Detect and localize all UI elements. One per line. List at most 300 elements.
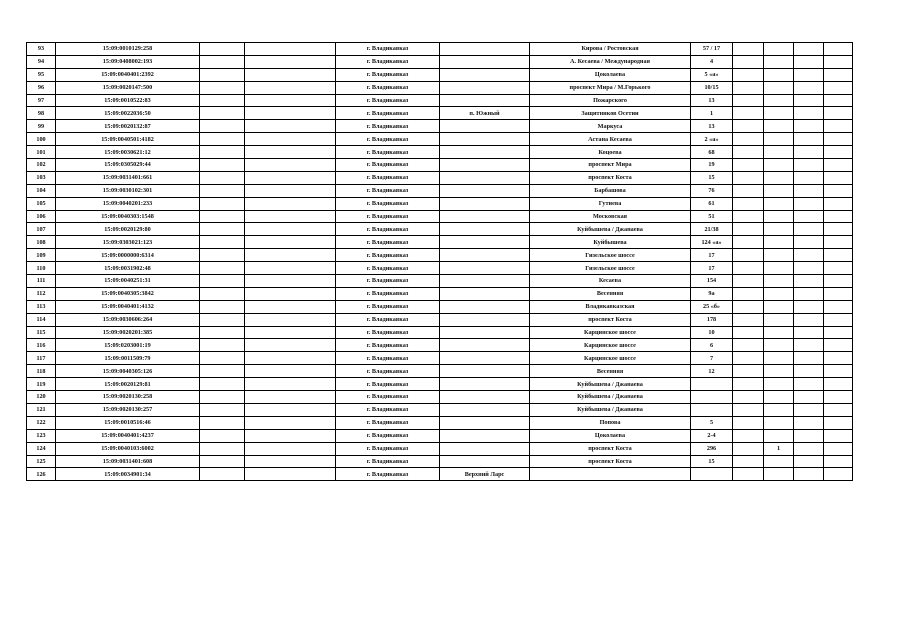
empty-cell (200, 133, 245, 146)
city-cell: г. Владикавказ (336, 120, 440, 133)
empty-cell (794, 171, 824, 184)
empty-cell (733, 339, 764, 352)
cadastral-number-cell: 15:09:0040103:6002 (56, 442, 200, 455)
settlement-cell (440, 326, 530, 339)
extra-cell (764, 287, 794, 300)
table-row (27, 275, 853, 288)
row-number-cell: 122 (27, 416, 56, 429)
extra-cell (764, 81, 794, 94)
empty-cell (245, 184, 336, 197)
city-cell: г. Владикавказ (336, 94, 440, 107)
empty-cell (733, 55, 764, 68)
city-cell: г. Владикавказ (336, 339, 440, 352)
empty-cell (733, 146, 764, 159)
row-number-cell: 100 (27, 133, 56, 146)
empty-cell (200, 107, 245, 120)
settlement-cell (440, 249, 530, 262)
cadastral-number-cell: 15:09:0020130:258 (56, 391, 200, 404)
empty-cell (245, 133, 336, 146)
street-cell: Гутиева (530, 197, 691, 210)
house-number-cell: 51 (691, 210, 733, 223)
table-row (27, 81, 853, 94)
house-number-cell: 15 (691, 171, 733, 184)
cadastral-number-cell: 15:09:0020130:257 (56, 403, 200, 416)
cadastral-number-cell: 15:09:0040251:31 (56, 275, 200, 288)
cadastral-number-cell: 15:09:0031902:48 (56, 262, 200, 275)
extra-cell (764, 352, 794, 365)
city-cell: г. Владикавказ (336, 223, 440, 236)
empty-cell (794, 197, 824, 210)
cadastral-number-cell: 15:09:0031401:661 (56, 171, 200, 184)
cadastral-number-cell: 15:09:0020132:87 (56, 120, 200, 133)
extra-cell (764, 275, 794, 288)
street-cell: Весенняя (530, 365, 691, 378)
settlement-cell (440, 391, 530, 404)
empty-cell (245, 94, 336, 107)
empty-cell (824, 236, 853, 249)
empty-cell (200, 429, 245, 442)
street-cell: Куйбышева / Джанаева (530, 391, 691, 404)
house-number-cell: 17 (691, 249, 733, 262)
empty-cell (794, 326, 824, 339)
row-number-cell: 102 (27, 159, 56, 172)
row-number-cell: 115 (27, 326, 56, 339)
cadastral-number-cell: 15:09:0040401:2392 (56, 68, 200, 81)
street-cell: Куйбышева (530, 236, 691, 249)
cadastral-number-cell: 15:09:0408002:193 (56, 55, 200, 68)
empty-cell (824, 287, 853, 300)
city-cell: г. Владикавказ (336, 146, 440, 159)
house-number-cell: 76 (691, 184, 733, 197)
empty-cell (733, 236, 764, 249)
table-row (27, 120, 853, 133)
settlement-cell (440, 171, 530, 184)
street-cell: Гизельское шоссе (530, 249, 691, 262)
extra-cell (764, 468, 794, 481)
extra-cell (764, 416, 794, 429)
cadastral-number-cell: 15:09:0040401:4132 (56, 300, 200, 313)
street-cell: Владикавказская (530, 300, 691, 313)
settlement-cell (440, 236, 530, 249)
table-row (27, 43, 853, 56)
empty-cell (245, 313, 336, 326)
empty-cell (200, 184, 245, 197)
street-cell: Куйбышева / Джанаева (530, 223, 691, 236)
empty-cell (824, 300, 853, 313)
house-number-cell: 178 (691, 313, 733, 326)
street-cell: Пожарского (530, 94, 691, 107)
row-number-cell: 96 (27, 81, 56, 94)
house-number-cell: 296 (691, 442, 733, 455)
empty-cell (245, 378, 336, 391)
extra-cell (764, 210, 794, 223)
house-number-cell (691, 378, 733, 391)
city-cell: г. Владикавказ (336, 133, 440, 146)
empty-cell (200, 81, 245, 94)
row-number-cell: 119 (27, 378, 56, 391)
row-number-cell: 104 (27, 184, 56, 197)
row-number-cell: 124 (27, 442, 56, 455)
empty-cell (824, 210, 853, 223)
empty-cell (794, 416, 824, 429)
empty-cell (200, 43, 245, 56)
empty-cell (733, 210, 764, 223)
house-number-cell: 21/38 (691, 223, 733, 236)
row-number-cell: 113 (27, 300, 56, 313)
empty-cell (824, 391, 853, 404)
extra-cell (764, 171, 794, 184)
settlement-cell (440, 197, 530, 210)
table-row (27, 184, 853, 197)
empty-cell (824, 197, 853, 210)
empty-cell (733, 223, 764, 236)
empty-cell (245, 416, 336, 429)
extra-cell (764, 365, 794, 378)
street-cell: Карцинское шоссе (530, 339, 691, 352)
table-row (27, 300, 853, 313)
house-number-cell: 5 «а» (691, 68, 733, 81)
empty-cell (245, 159, 336, 172)
house-number-cell: 9а (691, 287, 733, 300)
house-number-cell: 10 (691, 326, 733, 339)
registry-table (26, 42, 853, 481)
settlement-cell (440, 55, 530, 68)
table-row (27, 429, 853, 442)
extra-cell (764, 120, 794, 133)
extra-cell (764, 223, 794, 236)
empty-cell (733, 249, 764, 262)
house-number-cell: 13 (691, 120, 733, 133)
cadastral-number-cell: 15:09:0000000:6314 (56, 249, 200, 262)
empty-cell (200, 455, 245, 468)
empty-cell (794, 133, 824, 146)
empty-cell (733, 403, 764, 416)
extra-cell (764, 313, 794, 326)
empty-cell (824, 275, 853, 288)
street-cell: Кесаева (530, 275, 691, 288)
empty-cell (824, 339, 853, 352)
empty-cell (200, 236, 245, 249)
settlement-cell (440, 403, 530, 416)
empty-cell (824, 313, 853, 326)
table-row (27, 236, 853, 249)
empty-cell (200, 416, 245, 429)
empty-cell (794, 365, 824, 378)
extra-cell (764, 300, 794, 313)
settlement-cell (440, 146, 530, 159)
settlement-cell (440, 339, 530, 352)
cadastral-number-cell: 15:09:0020147:500 (56, 81, 200, 94)
empty-cell (824, 184, 853, 197)
table-row (27, 133, 853, 146)
street-cell: Кирова / Ростовская (530, 43, 691, 56)
table-row (27, 262, 853, 275)
empty-cell (200, 159, 245, 172)
empty-cell (794, 455, 824, 468)
settlement-cell: п. Южный (440, 107, 530, 120)
empty-cell (245, 391, 336, 404)
empty-cell (245, 442, 336, 455)
table-row (27, 107, 853, 120)
empty-cell (733, 455, 764, 468)
city-cell: г. Владикавказ (336, 236, 440, 249)
empty-cell (794, 210, 824, 223)
empty-cell (794, 313, 824, 326)
cadastral-number-cell: 15:09:0030621:12 (56, 146, 200, 159)
empty-cell (824, 146, 853, 159)
row-number-cell: 116 (27, 339, 56, 352)
table-row (27, 55, 853, 68)
empty-cell (733, 442, 764, 455)
table-row (27, 146, 853, 159)
city-cell: г. Владикавказ (336, 68, 440, 81)
table-row (27, 339, 853, 352)
table-row (27, 159, 853, 172)
street-cell: Маркуса (530, 120, 691, 133)
settlement-cell (440, 223, 530, 236)
empty-cell (794, 184, 824, 197)
extra-cell (764, 197, 794, 210)
cadastral-number-cell: 15:09:0020129:81 (56, 378, 200, 391)
empty-cell (794, 468, 824, 481)
settlement-cell (440, 287, 530, 300)
empty-cell (245, 223, 336, 236)
empty-cell (733, 171, 764, 184)
house-number-cell: 12 (691, 365, 733, 378)
cadastral-number-cell: 15:09:0011509:79 (56, 352, 200, 365)
house-number-cell: 10/15 (691, 81, 733, 94)
settlement-cell (440, 352, 530, 365)
empty-cell (245, 43, 336, 56)
cadastral-number-cell: 15:09:0020129:80 (56, 223, 200, 236)
empty-cell (794, 287, 824, 300)
settlement-cell (440, 210, 530, 223)
street-cell: А. Кесаева / Международная (530, 55, 691, 68)
row-number-cell: 106 (27, 210, 56, 223)
row-number-cell: 117 (27, 352, 56, 365)
street-cell: Весенняя (530, 287, 691, 300)
empty-cell (245, 249, 336, 262)
table-body (27, 43, 853, 481)
cadastral-number-cell: 15:09:0030606:264 (56, 313, 200, 326)
empty-cell (733, 365, 764, 378)
street-cell: Цоколаева (530, 68, 691, 81)
empty-cell (824, 120, 853, 133)
empty-cell (794, 107, 824, 120)
empty-cell (733, 326, 764, 339)
empty-cell (733, 81, 764, 94)
empty-cell (245, 365, 336, 378)
city-cell: г. Владикавказ (336, 352, 440, 365)
row-number-cell: 121 (27, 403, 56, 416)
empty-cell (733, 313, 764, 326)
empty-cell (200, 249, 245, 262)
empty-cell (200, 403, 245, 416)
settlement-cell (440, 429, 530, 442)
cadastral-number-cell: 15:09:0040303:1548 (56, 210, 200, 223)
empty-cell (824, 68, 853, 81)
street-cell: проспект Мира (530, 159, 691, 172)
extra-cell (764, 68, 794, 81)
table-row (27, 391, 853, 404)
house-number-cell: 5 (691, 416, 733, 429)
empty-cell (733, 391, 764, 404)
settlement-cell (440, 120, 530, 133)
city-cell: г. Владикавказ (336, 55, 440, 68)
empty-cell (245, 120, 336, 133)
extra-cell (764, 107, 794, 120)
city-cell: г. Владикавказ (336, 287, 440, 300)
empty-cell (245, 171, 336, 184)
empty-cell (794, 223, 824, 236)
empty-cell (824, 55, 853, 68)
street-cell: Барбашова (530, 184, 691, 197)
street-cell: Защитников Осетии (530, 107, 691, 120)
empty-cell (733, 68, 764, 81)
settlement-cell (440, 94, 530, 107)
empty-cell (824, 468, 853, 481)
settlement-cell (440, 442, 530, 455)
street-cell: Карцинское шоссе (530, 352, 691, 365)
empty-cell (200, 171, 245, 184)
city-cell: г. Владикавказ (336, 249, 440, 262)
table-row (27, 249, 853, 262)
cadastral-number-cell: 15:09:0022036:50 (56, 107, 200, 120)
row-number-cell: 93 (27, 43, 56, 56)
city-cell: г. Владикавказ (336, 262, 440, 275)
settlement-cell (440, 81, 530, 94)
table-row (27, 468, 853, 481)
empty-cell (200, 365, 245, 378)
table-row (27, 416, 853, 429)
cadastral-number-cell: 15:09:0040401:4237 (56, 429, 200, 442)
empty-cell (824, 378, 853, 391)
cadastral-number-cell: 15:09:0303021:123 (56, 236, 200, 249)
table-row (27, 365, 853, 378)
empty-cell (245, 403, 336, 416)
empty-cell (245, 55, 336, 68)
settlement-cell (440, 313, 530, 326)
city-cell: г. Владикавказ (336, 171, 440, 184)
extra-cell (764, 249, 794, 262)
cadastral-number-cell: 15:09:0020201:385 (56, 326, 200, 339)
empty-cell (794, 68, 824, 81)
empty-cell (245, 300, 336, 313)
table-row (27, 326, 853, 339)
row-number-cell: 112 (27, 287, 56, 300)
empty-cell (824, 365, 853, 378)
empty-cell (824, 133, 853, 146)
extra-cell (764, 159, 794, 172)
extra-cell (764, 403, 794, 416)
house-number-cell: 6 (691, 339, 733, 352)
street-cell: проспект Коста (530, 313, 691, 326)
cadastral-number-cell: 15:09:0305029:44 (56, 159, 200, 172)
row-number-cell: 99 (27, 120, 56, 133)
empty-cell (733, 287, 764, 300)
house-number-cell: 25 «б» (691, 300, 733, 313)
row-number-cell: 103 (27, 171, 56, 184)
row-number-cell: 120 (27, 391, 56, 404)
row-number-cell: 118 (27, 365, 56, 378)
settlement-cell (440, 262, 530, 275)
extra-cell (764, 236, 794, 249)
city-cell: г. Владикавказ (336, 43, 440, 56)
empty-cell (794, 429, 824, 442)
empty-cell (824, 94, 853, 107)
row-number-cell: 105 (27, 197, 56, 210)
city-cell: г. Владикавказ (336, 378, 440, 391)
table-row (27, 287, 853, 300)
city-cell: г. Владикавказ (336, 455, 440, 468)
street-cell: Куйбышева / Джанаева (530, 403, 691, 416)
empty-cell (245, 429, 336, 442)
table-row (27, 68, 853, 81)
extra-cell (764, 391, 794, 404)
row-number-cell: 125 (27, 455, 56, 468)
empty-cell (794, 262, 824, 275)
empty-cell (733, 429, 764, 442)
city-cell: г. Владикавказ (336, 159, 440, 172)
empty-cell (794, 352, 824, 365)
row-number-cell: 123 (27, 429, 56, 442)
extra-cell (764, 43, 794, 56)
extra-cell (764, 262, 794, 275)
house-number-cell: 2 «а» (691, 133, 733, 146)
empty-cell (733, 120, 764, 133)
empty-cell (733, 262, 764, 275)
street-cell: Карцинское шоссе (530, 326, 691, 339)
city-cell: г. Владикавказ (336, 313, 440, 326)
empty-cell (245, 339, 336, 352)
settlement-cell (440, 416, 530, 429)
city-cell: г. Владикавказ (336, 365, 440, 378)
city-cell: г. Владикавказ (336, 391, 440, 404)
row-number-cell: 98 (27, 107, 56, 120)
empty-cell (245, 197, 336, 210)
row-number-cell: 94 (27, 55, 56, 68)
extra-cell (764, 133, 794, 146)
settlement-cell (440, 275, 530, 288)
settlement-cell: Верхний Ларс (440, 468, 530, 481)
empty-cell (245, 287, 336, 300)
street-cell: проспект Коста (530, 442, 691, 455)
street-cell: проспект Коста (530, 171, 691, 184)
house-number-cell: 7 (691, 352, 733, 365)
house-number-cell (691, 468, 733, 481)
empty-cell (794, 391, 824, 404)
empty-cell (733, 184, 764, 197)
row-number-cell: 114 (27, 313, 56, 326)
empty-cell (200, 94, 245, 107)
empty-cell (200, 275, 245, 288)
city-cell: г. Владикавказ (336, 403, 440, 416)
empty-cell (794, 159, 824, 172)
empty-cell (824, 455, 853, 468)
empty-cell (245, 146, 336, 159)
cadastral-number-cell: 15:09:0031401:608 (56, 455, 200, 468)
street-cell: Куйбышева / Джанаева (530, 378, 691, 391)
table-row (27, 171, 853, 184)
empty-cell (245, 275, 336, 288)
house-number-cell: 57 / 17 (691, 43, 733, 56)
table-row (27, 223, 853, 236)
empty-cell (824, 442, 853, 455)
house-number-cell: 68 (691, 146, 733, 159)
settlement-cell (440, 365, 530, 378)
house-number-cell: 1 (691, 107, 733, 120)
table-row (27, 403, 853, 416)
